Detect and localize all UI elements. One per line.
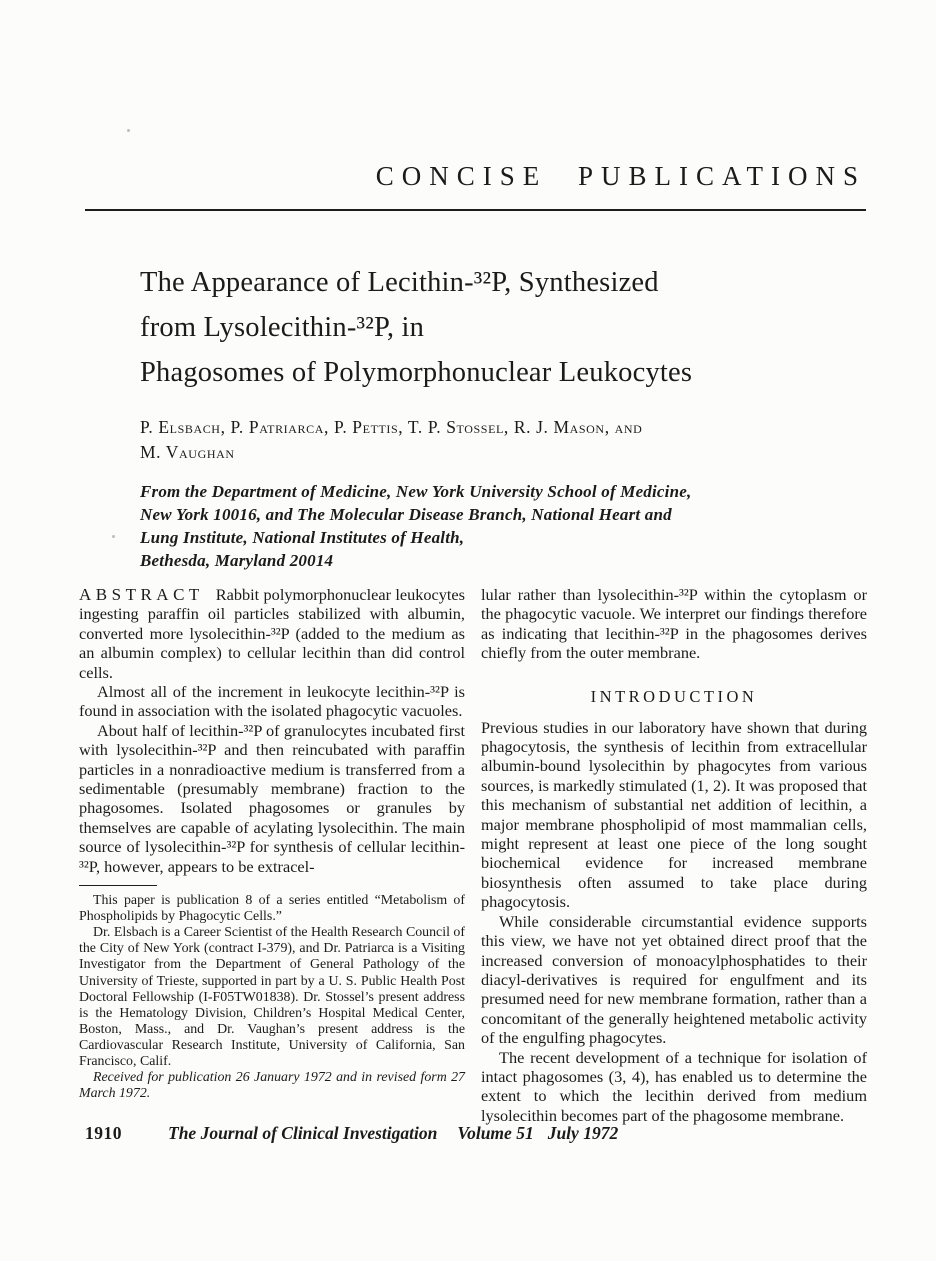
body-columns	[79, 585, 867, 1125]
article-title-line: from Lysolecithin-³²P, in	[140, 312, 425, 343]
footnote-credentials: Dr. Elsbach is a Career Scientist of the Health Research Council of the City of New York (contract I-379), and Dr. Patriarca is a Visiting Investigator from the Department of General Pathology of the University of Trieste, supported in part by a U. S. Public Health Post Doctoral Fellowship (I-F05TW01838). Dr. Stossel’s present address is the Hematology Division, Children’s Hospital Medical Center, Boston, Mass., and Dr. Vaughan’s present address is the Cardiovascular Research Institute, University of California, San Francisco, Calif.	[79, 925, 465, 1070]
footnote-rule	[79, 885, 157, 886]
issue-date: July 1972	[547, 1123, 619, 1143]
article-title-line: The Appearance of Lecithin-³²P, Synthesized	[140, 267, 659, 298]
footnote-received: Received for publication 26 January 1972 and in revised form 27 March 1972.	[79, 1070, 465, 1102]
affiliation-line: Bethesda, Maryland 20014	[140, 551, 334, 570]
left-column	[79, 585, 465, 1125]
abstract-paragraph-1-text: Rabbit polymorphonuclear leukocytes ingesting paraffin oil particles stabilized with albumin, converted more lysolecithin-³²P (added to the medium as an albumin complex) to cellular lecithin than did control cells.	[79, 585, 465, 682]
right-column	[481, 585, 867, 1125]
affiliation	[140, 480, 760, 572]
header-rule	[85, 209, 866, 211]
running-head: CONCISE PUBLICATIONS	[375, 161, 866, 191]
abstract-paragraph-1	[79, 585, 465, 682]
introduction-paragraph-2: While considerable circumstantial evidence supports this view, we have not yet obtained direct proof that the increased conversion of monoacylphosphatides to their diacyl-derivatives is required for engulfment and its presumed need for new membrane formation, rather than a concomitant of the generally heightened metabolic activity of the engulfing phagocytes.	[481, 911, 867, 1048]
footnote-series: This paper is publication 8 of a series entitled “Metabolism of Phospholipids by Phagocytic Cells.”	[79, 893, 465, 925]
affiliation-line: Lung Institute, National Institutes of Health,	[140, 528, 465, 547]
affiliation-line: From the Department of Medicine, New York University School of Medicine,	[140, 482, 692, 501]
journal-volume: Volume 51	[457, 1123, 534, 1143]
introduction-paragraph-1: Previous studies in our laboratory have shown that during phagocytosis, the synthesis of lecithin from extracellular albumin-bound lysolecithin by phagocytes from various sources, is markedly stimulated (1, 2). It was proposed that this mechanism of substantial net addition of lecithin, a major membrane phospholipid of most mammalian cells, might represent at least one piece of the long sought biochemical evidence for increased membrane biosynthesis often assumed to take place during phagocytosis.	[481, 717, 867, 912]
scan-speck	[112, 535, 115, 538]
scan-speck	[127, 129, 130, 132]
author-list	[140, 415, 760, 464]
introduction-heading: INTRODUCTION	[590, 686, 758, 706]
title-block	[140, 260, 760, 572]
affiliation-line: New York 10016, and The Molecular Disease Branch, National Heart and	[140, 505, 672, 524]
abstract-paragraph-2: Almost all of the increment in leukocyte lecithin-³²P is found in association with the isolated phagocytic vacuoles.	[79, 682, 465, 721]
abstract-paragraph-3-continuation: lular rather than lysolecithin-³²P within the cytoplasm or the phagocytic vacuole. We interpret our findings therefore as indicating that lecithin-³²P in the phagosomes derives chiefly from the outer membrane.	[481, 585, 867, 663]
abstract-paragraph-3: About half of lecithin-³²P of granulocytes incubated first with lysolecithin-³²P and then reincubated with paraffin particles in a nonradioactive medium is transferred from a sedimentable (presumably membrane) fraction to the phagosomes. Isolated phagosomes or granules by themselves are capable of acylating lysolecithin. The main source of lysolecithin-³²P for synthesis of cellular lecithin-³²P, however, appears to be extracel-	[79, 720, 465, 876]
page-footer	[85, 1123, 866, 1144]
author-line: P. Elsbach, P. Patriarca, P. Pettis, T. P. Stossel, R. J. Mason, and	[140, 417, 643, 437]
abstract-label: ABSTRACT	[79, 585, 204, 604]
article-title-line: Phagosomes of Polymorphonuclear Leukocytes	[140, 357, 693, 388]
introduction-paragraph-3: The recent development of a technique for isolation of intact phagosomes (3, 4), has enabled us to determine the extent to which the lecithin derived from medium lysolecithin becomes part of the phagosome membrane.	[481, 1047, 867, 1125]
author-line: M. Vaughan	[140, 441, 235, 462]
journal-name: The Journal of Clinical Investigation	[168, 1123, 438, 1143]
page-number: 1910	[85, 1123, 122, 1143]
